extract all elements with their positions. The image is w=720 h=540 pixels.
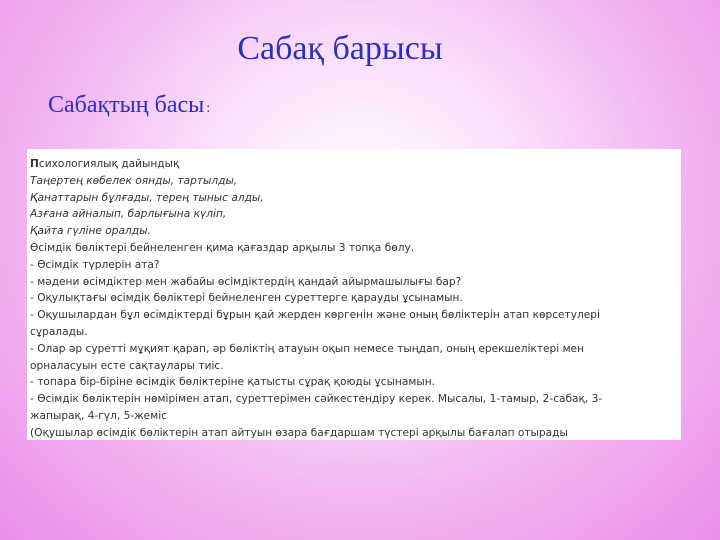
content-line-8: орналасуын есте сақтаулары тиіс. xyxy=(30,359,224,372)
content-line-2: - Өсімдік түрлерін ата? xyxy=(30,258,160,271)
heading-first-letter: П xyxy=(30,158,39,170)
content-line-12: (Оқушылар өсімдік бөліктерін атап айтуын өзара бағдаршам түстері арқылы бағалап отырады xyxy=(30,426,568,439)
heading-rest: сихологиялық дайындық xyxy=(38,158,180,170)
content-heading xyxy=(30,156,678,173)
content-line-5: - Оқушылардан бұл өсімдіктерді бұрын қай жерден көргенін және оның бөліктерін атап көрсетулері xyxy=(30,309,600,322)
content-line-4: - Оқулықтағы өсімдік бөліктері бейнеленген суреттерге қарауды ұсынамын. xyxy=(30,292,463,305)
poem-line-1: Таңертең көбелек оянды, тартылды, xyxy=(30,174,238,187)
content-line-9: - топара бір-біріне өсімдік бөліктеріне қатысты сұрақ қоюды ұсынамын. xyxy=(30,376,436,389)
slide-title-text: Сабақ барысы xyxy=(237,30,443,67)
subtitle-colon: : xyxy=(206,101,211,116)
content-line-7: - Олар әр суретті мұқият қарап, әр бөліктің атауын оқып немесе тыңдап, оның ерекшеліктері мен xyxy=(30,342,584,355)
poem-line-4: Қайта гүліне оралды. xyxy=(30,225,151,238)
poem-line-3: Азғана айналып, барлығына күліп, xyxy=(30,208,227,221)
lesson-content-box xyxy=(27,149,681,440)
content-line-11: жапырақ, 4-гүл, 5-жеміс xyxy=(30,409,167,422)
content-line-10: - Өсімдік бөліктерін нөмірімен атап, суреттерімен сәйкестендіру керек. Мысалы, 1-тамыр, 2-сабақ, 3- xyxy=(30,393,603,406)
content-line-1: Өсімдік бөліктері бейнеленген қима қағаздар арқылы 3 топқа бөлу. xyxy=(30,241,415,254)
content-line-3: - мәдени өсімдіктер мен жабайы өсімдіктердің қандай айырмашылығы бар? xyxy=(30,275,462,288)
poem-line-2: Қанаттарын бұлғады, терең тыныс алды, xyxy=(30,191,264,204)
subtitle-text: Сабақтың басы xyxy=(48,92,205,118)
content-line-6: сұралады. xyxy=(30,325,88,338)
slide-title xyxy=(0,30,680,68)
section-subtitle xyxy=(48,92,210,119)
